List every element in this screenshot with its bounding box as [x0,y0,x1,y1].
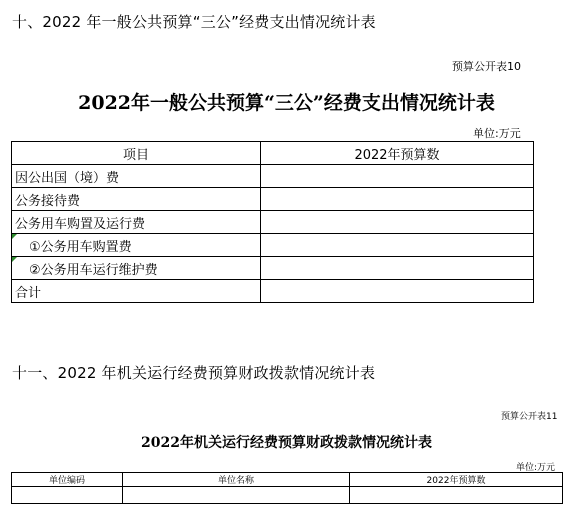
row-value-vehicle-purchase [261,234,534,257]
table-row [12,234,534,257]
section11-heading: 十一、2022 年机关运行经费预算财政拨款情况统计表 [12,364,376,382]
column-header-budget: 2022年预算数 [350,473,563,487]
row-label-vehicle-operation-text: ②公务用车运行维护费 [29,262,158,278]
section11-table [11,472,563,504]
column-header-budget: 2022年预算数 [261,142,534,165]
section10-heading: 十、2022 年一般公共预算“三公”经费支出情况统计表 [12,13,376,31]
table-row [12,188,534,211]
row-label-vehicle-total: 公务用车购置及运行费 [12,211,261,234]
table-row [12,487,563,504]
cell-comment-marker-icon [12,234,17,239]
table-row [12,165,534,188]
row-value-overseas [261,165,534,188]
section11-table-number: 预算公开表11 [501,412,558,422]
row-value-vehicle-total [261,211,534,234]
table-row [12,257,534,280]
row-budget-value [350,487,563,504]
section10-title: 2022年一般公共预算“三公”经费支出情况统计表 [78,92,495,114]
table-header-row [12,142,534,165]
row-unit-code [12,487,123,504]
row-value-vehicle-operation [261,257,534,280]
row-unit-name [123,487,350,504]
section11-title: 2022年机关运行经费预算财政拨款情况统计表 [141,435,432,451]
column-header-unit-name: 单位名称 [123,473,350,487]
section10-table-number: 预算公开表10 [452,60,521,73]
row-value-total [261,280,534,303]
column-header-unit-code: 单位编码 [12,473,123,487]
row-value-reception [261,188,534,211]
table-row [12,211,534,234]
table-header-row [12,473,563,487]
row-label-vehicle-purchase [12,234,261,257]
row-label-vehicle-operation [12,257,261,280]
section10-unit: 单位:万元 [473,127,521,140]
table-row [12,280,534,303]
column-header-item: 项目 [12,142,261,165]
row-label-overseas: 因公出国（境）费 [12,165,261,188]
row-label-total: 合计 [12,280,261,303]
row-label-vehicle-purchase-text: ①公务用车购置费 [29,239,132,255]
row-label-reception: 公务接待费 [12,188,261,211]
cell-comment-marker-icon [12,257,17,262]
section11-unit: 单位:万元 [516,463,556,473]
section10-table [11,141,534,303]
